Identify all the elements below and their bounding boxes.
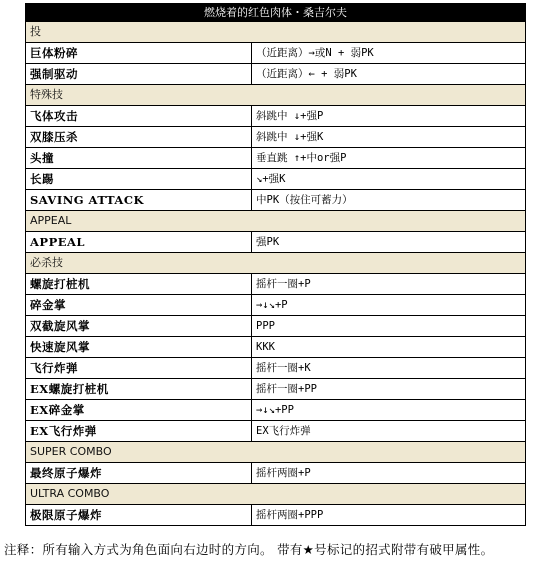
move-input: 中PK（按住可蓄力） [252,190,526,211]
footnote: 注释：所有输入方式为角色面向右边时的方向。 带有★号标记的招式附带有破甲属性。 [4,542,494,557]
section-header-row [26,211,526,232]
move-input: EX飞行炸弹 [252,421,526,442]
move-input: →↓↘+P [252,295,526,316]
move-row [26,127,526,148]
move-input: 斜跳中 ↓+强P [252,106,526,127]
move-input: 斜跳中 ↓+强K [252,127,526,148]
move-name: SAVING ATTACK [26,190,252,211]
move-input: ↘+强K [252,169,526,190]
move-input: 摇杆两圈+P [252,463,526,484]
move-row [26,295,526,316]
table-title: 燃烧着的红色肉体・桑吉尔夫 [26,4,526,22]
move-name: 头撞 [26,148,252,169]
move-row [26,400,526,421]
move-name: 巨体粉碎 [26,43,252,64]
move-name: 螺旋打桩机 [26,274,252,295]
section-label: APPEAL [26,211,526,232]
move-input: （近距离）→或N + 弱PK [252,43,526,64]
section-header-row [26,484,526,505]
move-input: 强PK [252,232,526,253]
section-header-row [26,442,526,463]
section-label: 投 [26,22,526,43]
move-input: 垂直跳 ↑+中or强P [252,148,526,169]
move-row [26,379,526,400]
move-list-table [25,3,526,526]
move-name: EX螺旋打桩机 [26,379,252,400]
move-row [26,106,526,127]
move-input: →↓↘+PP [252,400,526,421]
move-row [26,274,526,295]
move-name: 长踢 [26,169,252,190]
move-input: KKK [252,337,526,358]
move-row [26,463,526,484]
move-name: 最终原子爆炸 [26,463,252,484]
move-name: 双截旋风掌 [26,316,252,337]
move-name: 极限原子爆炸 [26,505,252,526]
move-input: （近距离）← + 弱PK [252,64,526,85]
move-input: PPP [252,316,526,337]
move-name: 快速旋风掌 [26,337,252,358]
move-row [26,190,526,211]
move-row [26,148,526,169]
section-label: 特殊技 [26,85,526,106]
move-row [26,316,526,337]
move-input: 摇杆一圈+P [252,274,526,295]
move-name: EX碎金掌 [26,400,252,421]
move-row [26,64,526,85]
section-header-row [26,85,526,106]
move-name: 飞体攻击 [26,106,252,127]
move-row [26,358,526,379]
move-name: 双膝压杀 [26,127,252,148]
move-row [26,169,526,190]
section-header-row [26,22,526,43]
move-name: APPEAL [26,232,252,253]
section-label: 必杀技 [26,253,526,274]
section-label: SUPER COMBO [26,442,526,463]
move-name: 碎金掌 [26,295,252,316]
section-label: ULTRA COMBO [26,484,526,505]
move-name: 强制驱动 [26,64,252,85]
move-row [26,421,526,442]
move-table-body [26,4,526,526]
section-header-row [26,253,526,274]
move-row [26,505,526,526]
move-row [26,337,526,358]
move-input: 摇杆一圈+K [252,358,526,379]
move-name: EX飞行炸弹 [26,421,252,442]
move-row [26,43,526,64]
table-title-row [26,4,526,22]
move-input: 摇杆两圈+PPP [252,505,526,526]
move-name: 飞行炸弹 [26,358,252,379]
move-row [26,232,526,253]
move-input: 摇杆一圈+PP [252,379,526,400]
